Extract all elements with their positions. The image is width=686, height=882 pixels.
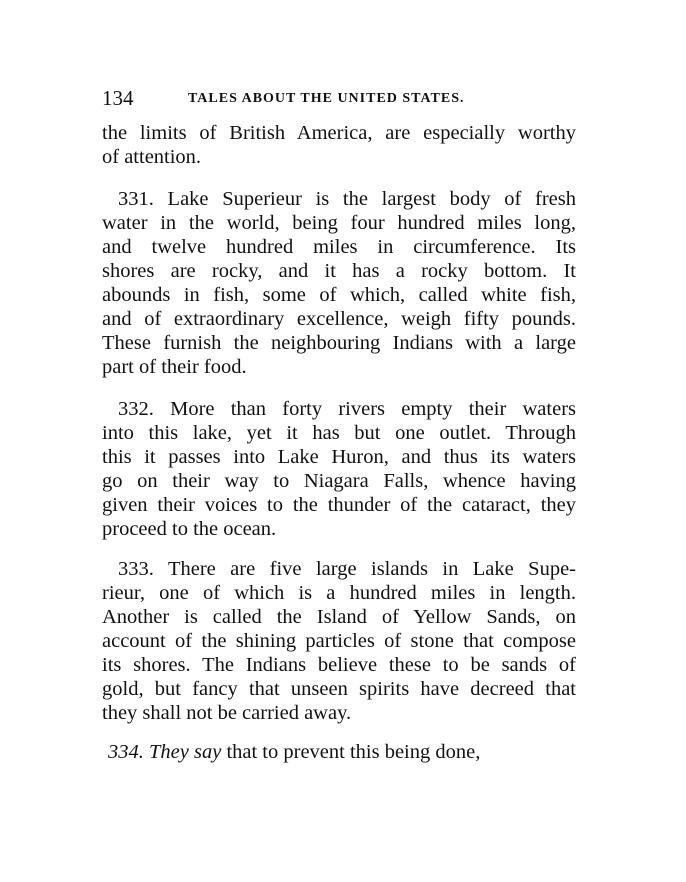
italic-phrase: They say bbox=[149, 741, 222, 763]
running-title: TALES ABOUT THE UNITED STATES. bbox=[188, 91, 465, 106]
paragraph-333-line: they shall not be carried away. bbox=[102, 702, 352, 724]
paragraph-331-line: 331. Lake Superieur is the largest body of fresh bbox=[118, 188, 576, 210]
paragraph-331-line: abounds in fish, some of which, called white fish, bbox=[102, 284, 576, 306]
paragraph-332-line: 332. More than forty rivers empty their waters bbox=[118, 398, 576, 420]
text-line: the limits of British America, are especially worthy bbox=[102, 122, 576, 144]
paragraph-number: 334. bbox=[108, 741, 144, 763]
paragraph-331-line: and of extraordinary excellence, weigh fifty pounds. bbox=[102, 308, 576, 330]
paragraph-331-line: and twelve hundred miles in circumference. Its bbox=[102, 236, 576, 258]
paragraph-331-line: shores are rocky, and it has a rocky bottom. It bbox=[102, 260, 576, 282]
paragraph-332-line: given their voices to the thunder of the cataract, they bbox=[102, 494, 576, 516]
paragraph-333-line: 333. There are five large islands in Lake Supe- bbox=[118, 558, 576, 580]
paragraph-332-line: this it passes into Lake Huron, and thus its waters bbox=[102, 446, 576, 468]
paragraph-332-line: proceed to the ocean. bbox=[102, 518, 277, 540]
paragraph-333-line: gold, but fancy that unseen spirits have decreed that bbox=[102, 678, 576, 700]
paragraph-334-line bbox=[108, 740, 576, 764]
paragraph-331-line: water in the world, being four hundred miles long, bbox=[102, 212, 576, 234]
paragraph-333-line: Another is called the Island of Yellow Sands, on bbox=[102, 606, 576, 628]
page-number: 134 bbox=[102, 86, 134, 110]
text-line: of attention. bbox=[102, 146, 202, 168]
paragraph-333-line: its shores. The Indians believe these to be sands of bbox=[102, 654, 576, 676]
paragraph-331-line: These furnish the neighbouring Indians with a large bbox=[102, 332, 576, 354]
page-header bbox=[102, 86, 582, 116]
paragraph-332-line: go on their way to Niagara Falls, whence having bbox=[102, 470, 576, 492]
paragraph-333-line: account of the shining particles of stone that compose bbox=[102, 630, 576, 652]
paragraph-333-line: rieur, one of which is a hundred miles in length. bbox=[102, 582, 576, 604]
paragraph-331-line: part of their food. bbox=[102, 356, 247, 378]
text-run: that to prevent this being done, bbox=[221, 741, 481, 763]
paragraph-332-line: into this lake, yet it has but one outlet. Through bbox=[102, 422, 576, 444]
